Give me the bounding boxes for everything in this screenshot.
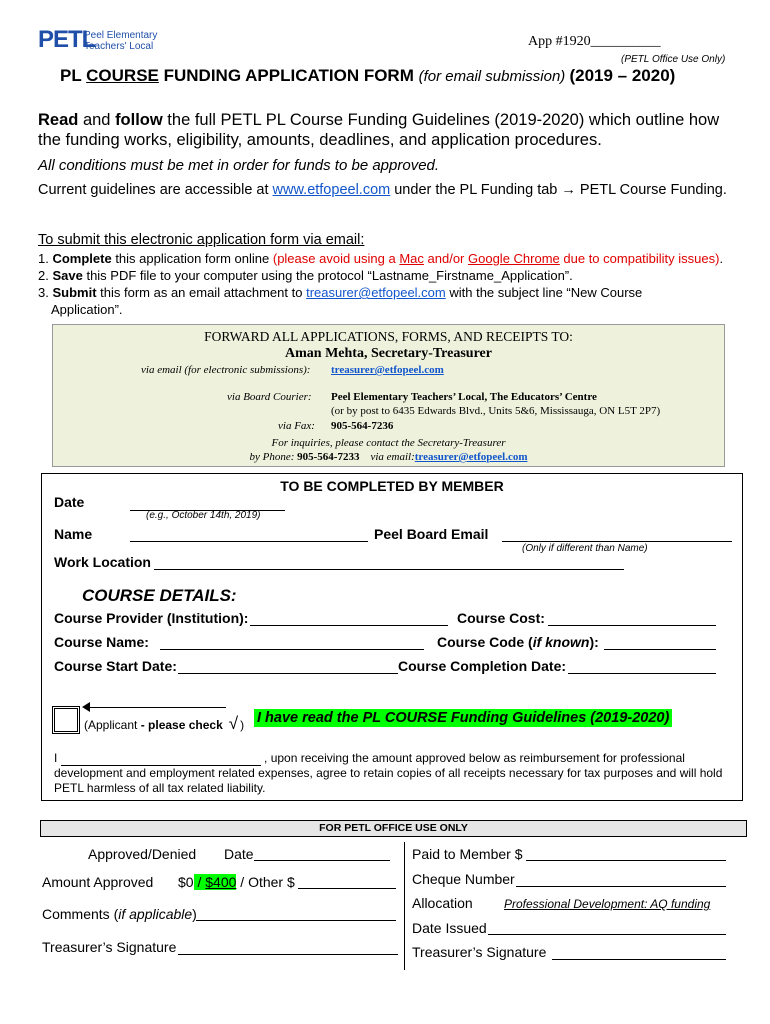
step-3-end: with the subject line “New Course bbox=[445, 285, 643, 300]
office-divider bbox=[404, 842, 405, 970]
treasurer-signature-left-input[interactable] bbox=[178, 940, 398, 955]
agreement-i: I bbox=[54, 751, 58, 765]
date-hint: (e.g., October 14th, 2019) bbox=[146, 510, 261, 521]
forward-post-value: (or by post to 6435 Edwards Blvd., Units 5&6, Mississauga, ON L5T 2P7) bbox=[331, 405, 661, 417]
step-1-mac: Mac bbox=[399, 251, 424, 266]
office-date-label: Date bbox=[224, 846, 254, 862]
current-post: under the PL Funding tab → PETL Course Funding. bbox=[390, 182, 727, 198]
step-1-warning-b: and/or bbox=[423, 251, 468, 266]
course-details-heading: COURSE DETAILS: bbox=[82, 586, 237, 605]
course-name-label: Course Name: bbox=[54, 634, 149, 650]
board-email-label: Peel Board Email bbox=[374, 526, 489, 542]
completion-date-label: Course Completion Date: bbox=[398, 658, 567, 674]
step-2-bold: Save bbox=[52, 268, 83, 283]
amount-options bbox=[178, 874, 295, 890]
step-1-num: 1. bbox=[38, 251, 53, 266]
course-code-label bbox=[437, 634, 599, 650]
code-label-b: if known bbox=[532, 634, 590, 650]
approved-denied-label[interactable]: Approved/Denied bbox=[88, 846, 197, 862]
date-label: Date bbox=[54, 494, 85, 510]
name-label: Name bbox=[54, 526, 93, 542]
cost-input[interactable] bbox=[548, 611, 716, 626]
logo-line-2: Teachers' Local bbox=[84, 41, 154, 52]
title-part-2: FUNDING APPLICATION FORM bbox=[158, 66, 419, 85]
step-1-end: . bbox=[719, 251, 724, 266]
cost-label: Course Cost: bbox=[457, 610, 545, 626]
member-heading: TO BE COMPLETED BY MEMBER bbox=[280, 478, 504, 494]
checkmark-icon: √ bbox=[228, 714, 239, 733]
step-2-text: this PDF file to your computer using the protocol “Lastname_Firstname_Application”. bbox=[82, 268, 573, 283]
comments-label bbox=[42, 906, 197, 922]
amount-400[interactable]: $400 bbox=[205, 874, 237, 890]
name-input[interactable] bbox=[130, 527, 368, 542]
intro-rest: the full PETL PL Course Funding Guidelines (2019-2020) which outline how the funding works, eligibility, amounts, deadlines, and application procedures. bbox=[38, 111, 720, 149]
forward-phone-line bbox=[53, 451, 724, 463]
step-2 bbox=[38, 267, 758, 284]
work-location-input[interactable] bbox=[154, 555, 624, 570]
applicant-note bbox=[84, 714, 244, 734]
step-3-num: 3. bbox=[38, 285, 53, 300]
comments-input[interactable] bbox=[196, 906, 396, 921]
forward-email-link[interactable]: treasurer@etfopeel.com bbox=[331, 364, 444, 376]
applicant-pre: (Applicant bbox=[84, 718, 141, 732]
agreement-paragraph bbox=[54, 751, 732, 796]
comments-a: Comments ( bbox=[42, 906, 119, 922]
agreement-rest: , upon receiving the amount approved below as reimbursement for professional development and employment related expenses, agree to retain copies of all receipts necessary for tax purposes and will hold PETL harmless of all tax related liability. bbox=[54, 751, 723, 795]
phone-label: by Phone: bbox=[249, 451, 298, 463]
office-use-heading: FOR PETL OFFICE USE ONLY bbox=[40, 820, 747, 837]
step-1-warning-c: due to compatibility issues) bbox=[559, 251, 720, 266]
forward-name: Aman Mehta, Secretary-Treasurer bbox=[285, 346, 492, 361]
code-label-c: ): bbox=[589, 634, 599, 650]
step-1-warning-a: (please avoid using a bbox=[272, 251, 400, 266]
treasurer-signature-left-label: Treasurer’s Signature bbox=[42, 939, 177, 955]
cheque-number-label: Cheque Number bbox=[412, 871, 515, 887]
amount-other-input[interactable] bbox=[298, 874, 396, 889]
title-sub: (for email submission) bbox=[418, 68, 570, 85]
website-link[interactable]: www.etfopeel.com bbox=[272, 182, 391, 198]
start-date-label: Course Start Date: bbox=[54, 658, 177, 674]
applicant-bold: - please check bbox=[140, 718, 223, 732]
logo-line-1: Peel Elementary bbox=[84, 30, 158, 41]
office-use-note: (PETL Office Use Only) bbox=[621, 54, 726, 65]
forward-courier-value: Peel Elementary Teachers’ Local, The Educators’ Centre bbox=[331, 391, 597, 403]
arrow-left-icon bbox=[82, 702, 90, 712]
current-pre: Current guidelines are accessible at bbox=[38, 182, 273, 198]
forward-fax-label: via Fax: bbox=[278, 420, 315, 432]
paid-to-member-input[interactable] bbox=[526, 846, 726, 861]
step-3-text: this form as an email attachment to bbox=[96, 285, 307, 300]
forward-heading: FORWARD ALL APPLICATIONS, FORMS, AND RECEIPTS TO: bbox=[204, 329, 573, 344]
guidelines-statement: I have read the PL COURSE Funding Guidelines (2019-2020) bbox=[254, 709, 672, 727]
step-2-num: 2. bbox=[38, 268, 53, 283]
step-3-line-2: Application”. bbox=[51, 302, 123, 317]
amount-zero[interactable]: $0 bbox=[178, 874, 194, 890]
amount-sep: / bbox=[193, 874, 206, 890]
forward-box bbox=[52, 324, 725, 467]
comments-b: if applicable bbox=[118, 906, 193, 922]
paid-to-member-label: Paid to Member $ bbox=[412, 846, 523, 862]
app-number: App #1920__________ bbox=[528, 34, 661, 49]
title-part-1: PL bbox=[60, 66, 87, 85]
conditions-note: All conditions must be met in order for funds to be approved. bbox=[38, 157, 440, 174]
allocation-value: Professional Development: AQ funding bbox=[504, 897, 711, 911]
step-1 bbox=[38, 250, 758, 267]
step-1-text: this application form online bbox=[111, 251, 273, 266]
date-input[interactable] bbox=[130, 496, 285, 511]
submit-steps bbox=[38, 250, 758, 318]
step-3 bbox=[38, 284, 758, 301]
intro-read: Read bbox=[38, 111, 79, 129]
guidelines-checkbox[interactable] bbox=[52, 706, 80, 734]
start-date-input[interactable] bbox=[178, 659, 398, 674]
provider-input[interactable] bbox=[250, 611, 448, 626]
email2-link[interactable]: treasurer@etfopeel.com bbox=[414, 451, 528, 463]
provider-label: Course Provider (Institution): bbox=[54, 610, 249, 626]
date-issued-label: Date Issued bbox=[412, 920, 487, 936]
submit-heading: To submit this electronic application form via email: bbox=[38, 232, 365, 248]
intro-and: and bbox=[78, 111, 116, 129]
intro-follow: follow bbox=[115, 111, 163, 129]
petl-logo bbox=[38, 26, 168, 56]
amount-other: / Other $ bbox=[236, 874, 295, 890]
board-email-hint: (Only if different than Name) bbox=[522, 543, 648, 554]
step-3-bold: Submit bbox=[52, 285, 97, 300]
title-course: COURSE bbox=[86, 66, 159, 85]
treasurer-signature-right-input[interactable] bbox=[552, 945, 726, 960]
treasurer-signature-right-label: Treasurer’s Signature bbox=[412, 944, 547, 960]
date-issued-input[interactable] bbox=[488, 920, 726, 935]
arrow-line bbox=[86, 707, 226, 708]
forward-courier-label: via Board Courier: bbox=[227, 391, 312, 403]
title-years: (2019 – 2020) bbox=[569, 66, 676, 85]
course-code-input[interactable] bbox=[604, 635, 716, 650]
forward-inquiries: For inquiries, please contact the Secretary-Treasurer bbox=[271, 437, 506, 449]
forward-fax: 905-564-7236 bbox=[331, 420, 394, 432]
step-1-bold: Complete bbox=[52, 251, 112, 266]
course-name-input[interactable] bbox=[160, 635, 424, 650]
office-date-input[interactable] bbox=[254, 846, 390, 861]
intro-paragraph bbox=[38, 110, 738, 150]
step-3-email-link[interactable]: treasurer@etfopeel.com bbox=[306, 285, 446, 300]
amount-approved-label: Amount Approved bbox=[42, 874, 154, 890]
member-section bbox=[41, 473, 743, 801]
email2-label: via email: bbox=[370, 451, 415, 463]
form-title bbox=[60, 66, 675, 86]
guidelines-location bbox=[38, 181, 738, 200]
applicant-post: ) bbox=[240, 718, 245, 732]
comments-c: ) bbox=[192, 906, 197, 922]
completion-date-input[interactable] bbox=[568, 659, 716, 674]
agreement-name-input[interactable] bbox=[61, 755, 261, 766]
step-1-chrome: Google Chrome bbox=[468, 251, 560, 266]
board-email-input[interactable] bbox=[502, 527, 732, 542]
forward-email-label: via email (for electronic submissions): bbox=[141, 364, 311, 376]
code-label-a: Course Code ( bbox=[437, 634, 533, 650]
allocation-label: Allocation bbox=[412, 895, 473, 911]
phone-number: 905-564-7233 bbox=[297, 451, 360, 463]
cheque-number-input[interactable] bbox=[516, 872, 726, 887]
work-location-label: Work Location bbox=[54, 554, 151, 570]
logo-mark: PETL bbox=[38, 26, 96, 53]
